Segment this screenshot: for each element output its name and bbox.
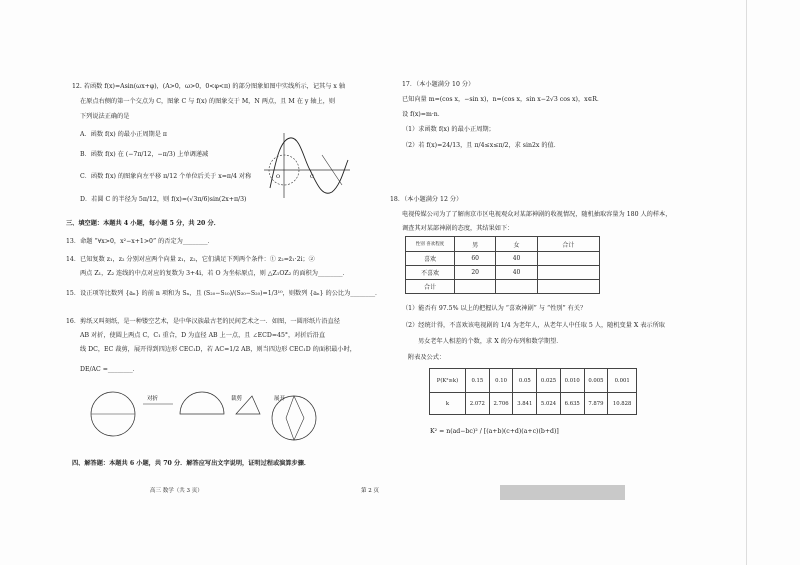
- row-label-like: 喜欢: [406, 252, 455, 266]
- contingency-table: [405, 236, 600, 294]
- cell-total-female: [496, 280, 537, 294]
- redaction-bar: [500, 485, 625, 500]
- q17-title: 17．（本小题满分 10 分）: [402, 81, 475, 88]
- papercut-figures: [88, 388, 318, 448]
- q12-option-a: A．函数 f(x) 的最小正周期是 π: [80, 131, 167, 138]
- row-label-p: P(K²≥k): [430, 369, 466, 393]
- p-value: 0.025: [537, 369, 561, 393]
- k-value: 6.635: [560, 393, 584, 415]
- q17-line1: 已知向量 m=(cos x，−sin x)，n=(cos x，sin x−2√3 cos x)，x∈R．: [402, 96, 604, 103]
- q18-part2-line1: （2）经统计得，不喜欢该电视剧的 1/4 为老年人，从老年人中任取 5 人，随机变量 X 表示所取: [402, 322, 665, 329]
- q16-line1: 16．剪纸又叫刻纸，是一种镂空艺术，是中华汉族最古老的民间艺术之一．如图，一圆形纸片沿直径: [66, 318, 340, 325]
- origin-label: O: [276, 174, 281, 180]
- half-circle: [180, 392, 224, 414]
- cell-like-total: [537, 252, 599, 266]
- cut-label: 裁剪: [231, 396, 243, 402]
- k-value: 7.879: [584, 393, 608, 415]
- q17-part2: （2）若 f(x)=24/13，且 π/4≤x≤π/2，求 sin2x 的值．: [402, 142, 560, 149]
- unfold-label: 展开: [274, 396, 286, 402]
- q12-option-c: C．函数 f(x) 的图象向左平移 π/12 个单位后关于 x=π/4 对称: [80, 173, 252, 180]
- k-value: 3.841: [513, 393, 537, 415]
- cell-dislike-female: 40: [496, 266, 537, 280]
- q14-line1: 14．已知复数 z₁，z₂ 分别对应两个向量 z₁，z₂，它们满足下列两个条件：① z₂=z̄₁·2i；②: [66, 256, 315, 263]
- critical-value-table: [429, 368, 637, 415]
- cell-total-male: [455, 280, 496, 294]
- q16-line2: AB 对折，使圆上两点 C，C₁ 重合，D 为直径 AB 上一点，且 ∠ECD=45°，对折后沿直: [80, 332, 326, 339]
- row-label-dislike: 不喜欢: [406, 266, 455, 280]
- q18-part1: （1）能否有 97.5% 以上的把握认为 “喜欢神剧” 与 “性别” 有关？: [402, 305, 587, 312]
- p-value: 0.05: [513, 369, 537, 393]
- row-label-total: 合计: [406, 280, 455, 294]
- cell-dislike-male: 20: [455, 266, 496, 280]
- q18-title: 18．（本小题满分 12 分）: [390, 196, 463, 203]
- k-value: 2.706: [489, 393, 513, 415]
- q12-option-d: D．若圆 C 的半径为 5π/12，则 f(x)=(√3π/6)sin(2x+π/3): [80, 196, 247, 203]
- q12-stem-line2: 在原点右侧的第一个交点为 C，图象 C 与 f(x) 的图象交于 M，N 两点，且 M 在 y 轴上，则: [80, 98, 336, 105]
- k-value: 10.828: [608, 393, 637, 415]
- k-value: 2.072: [466, 393, 490, 415]
- chi-square-formula: K² = n(ad−bc)² / [(a+b)(c+d)(a+c)(b+d)]: [430, 428, 559, 435]
- p-value: 0.10: [489, 369, 513, 393]
- table-corner: 性别 喜欢程度: [406, 237, 455, 252]
- q16-line4: DE/AC =________．: [80, 366, 139, 373]
- sine-graph-figure: [262, 130, 352, 200]
- cell-total-total: [537, 280, 599, 294]
- page-fold-line: [746, 0, 747, 565]
- header-female: 女: [496, 237, 537, 252]
- q12-stem-line1: 12. 若函数 f(x)=Asin(ωx+φ)，(A>0，ω>0，0<φ<π) 的部分图象如图中实线所示，记其与 x 轴: [72, 83, 346, 90]
- footer-page-number: 第 2 页: [361, 488, 379, 494]
- quadrilateral-cec1d: [286, 396, 304, 440]
- section-4-heading: 四、解答题：本题共 6 小题，共 70 分．解答应写出文字说明，证明过程或演算步骤．: [72, 460, 311, 467]
- reference-label: 附表及公式：: [408, 354, 446, 361]
- row-label-k: k: [430, 393, 466, 415]
- q17-line2: 设 f(x)=m·n．: [402, 111, 444, 118]
- q12-stem-line3: 下列说法正确的是: [80, 113, 130, 120]
- q15: 15．设正项等比数列 {aₙ} 的前 n 项和为 Sₙ，且 (S₂₀−S₁₀)/(S₃₀−S₂₀)=1/3¹⁰，则数列 {aₙ} 的公比为________．: [66, 290, 382, 297]
- q18-line2: 调查其对某部神剧的态度，其结果如下：: [402, 225, 514, 232]
- q17-part1: （1）求函数 f(x) 的最小正周期；: [402, 126, 495, 133]
- p-value: 0.15: [466, 369, 490, 393]
- q12-option-b: B．函数 f(x) 在 (−7π/12，−π/3) 上单调递减: [80, 151, 209, 158]
- p-value: 0.001: [608, 369, 637, 393]
- cell-dislike-total: [537, 266, 599, 280]
- header-male: 男: [455, 237, 496, 252]
- p-value: 0.010: [560, 369, 584, 393]
- q18-line1: 电视传媒公司为了了解南京市区电视观众对某部神剧的收视情况，随机抽取容量为 180 人的样本，: [402, 211, 672, 218]
- cell-like-male: 60: [455, 252, 496, 266]
- q18-part2-line2: 男女老年人相差的个数，求 X 的分布列和数学期望．: [418, 338, 563, 345]
- header-total: 合计: [537, 237, 599, 252]
- q16-line3: 线 DC，EC 裁剪，展开得到四边形 CEC₁D，若 AC=1/2 AB，则当四边形 CEC₁D 的面积最小时，: [80, 346, 356, 353]
- section-3-heading: 三、填空题：本题共 4 小题，每小题 5 分，共 20 分．: [66, 220, 220, 227]
- cell-like-female: 40: [496, 252, 537, 266]
- fold-label: 对折: [147, 396, 159, 402]
- p-value: 0.005: [584, 369, 608, 393]
- q13: 13．命题 “∀x>0，x²−x+1>0” 的否定为________．: [66, 238, 214, 245]
- q14-line2: 两点 Z₁，Z₂ 连线的中点对应的复数为 3+4i，若 O 为坐标原点，则 △Z₁OZ₂ 的面积为________．: [80, 270, 349, 277]
- point-c-label: C: [310, 174, 314, 180]
- unfolded-circle: [272, 396, 316, 440]
- footer-left: 高三 数学（共 3 页）: [150, 488, 203, 494]
- k-value: 5.024: [537, 393, 561, 415]
